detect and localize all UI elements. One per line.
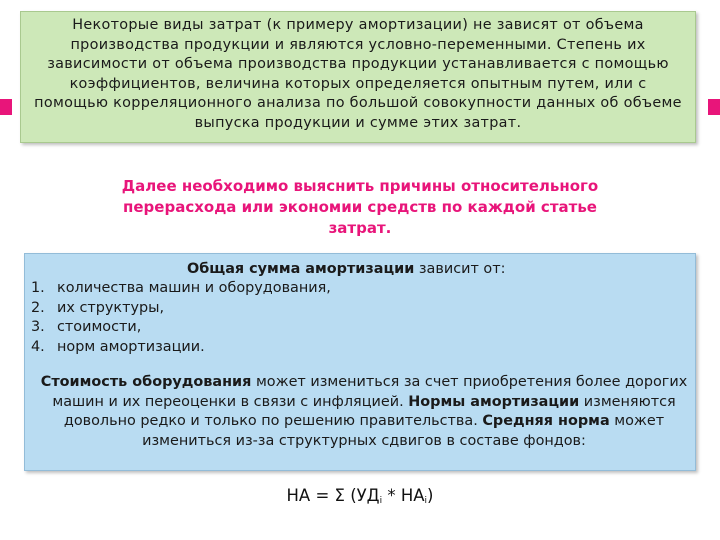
intro-text: Некоторые виды затрат (к примеру амортизации) не зависят от объема производства продукции и являются условно-переменными. Степень их зависимости от объема производства продукции устанавливается с помощью коэффициентов, величина которых определяется опытным путем, или с помощью корреляционного анализа по большой совокупности данных об объеме выпуска продукции и сумме этих затрат. bbox=[34, 17, 682, 131]
formula-subscript-2: i bbox=[424, 496, 428, 506]
average-norm-text: может измениться из-за структурных сдвигов в составе фондов: bbox=[142, 413, 665, 449]
equipment-cost-text: может измениться за счет приобретения более дорогих машин и их переоценки в связи с инфляцией. bbox=[52, 374, 688, 410]
amortization-box bbox=[24, 253, 696, 471]
formula-end: ) bbox=[427, 486, 434, 505]
formula bbox=[180, 486, 540, 506]
explanation-paragraph bbox=[39, 373, 689, 451]
list-item-text: количества машин и оборудования, bbox=[57, 280, 331, 296]
list-item bbox=[31, 299, 331, 319]
list-item-text: норм амортизации. bbox=[57, 338, 205, 355]
equipment-cost-term: Стоимость оборудования bbox=[40, 374, 252, 390]
list-item-text: стоимости, bbox=[57, 319, 142, 336]
average-norm-term: Средняя норма bbox=[482, 413, 610, 430]
formula-mid: * НА bbox=[382, 486, 425, 505]
list-item-number: 3. bbox=[31, 319, 45, 336]
list-item-number: 2. bbox=[31, 299, 45, 316]
list-item-number: 1. bbox=[31, 280, 45, 296]
amortization-norms-text: изменяются довольно редко и только по решению правительства. bbox=[63, 393, 676, 430]
list-item bbox=[31, 318, 331, 338]
amortization-title bbox=[187, 260, 505, 280]
list-item bbox=[31, 279, 331, 299]
headline: Далее необходимо выяснить причины относительного перерасхода или экономии средств по каждой статье затрат. bbox=[121, 177, 599, 237]
factor-list bbox=[31, 279, 331, 357]
list-item-text: их структуры, bbox=[57, 299, 165, 316]
formula-lhs: НА = Σ (УД bbox=[286, 486, 380, 505]
left-accent-bar bbox=[0, 99, 12, 115]
formula-subscript-1: i bbox=[379, 496, 383, 506]
amortization-title-rest: зависит от: bbox=[414, 261, 506, 277]
amortization-norms-term: Нормы амортизации bbox=[408, 393, 580, 410]
amortization-title-bold: Общая сумма амортизации bbox=[187, 261, 415, 277]
list-item-number: 4. bbox=[31, 338, 45, 355]
intro-text-box bbox=[20, 11, 696, 143]
list-item bbox=[31, 338, 331, 358]
right-accent-bar bbox=[708, 99, 720, 115]
